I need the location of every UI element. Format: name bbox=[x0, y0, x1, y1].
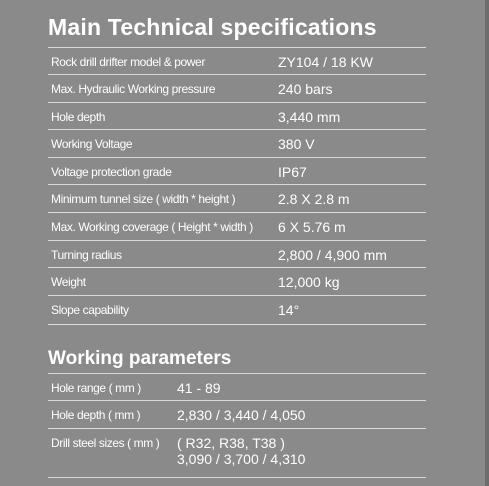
spec-label: Minimum tunnel size ( width * height ) bbox=[51, 192, 236, 206]
spec-label: Slope capability bbox=[51, 303, 129, 317]
spec-label: Max. Working coverage ( Height * width ) bbox=[51, 220, 253, 234]
spec-label: Voltage protection grade bbox=[51, 165, 172, 179]
spec-value: 2,800 / 4,900 mm bbox=[278, 247, 387, 263]
spec-value: ZY104 / 18 KW bbox=[278, 54, 373, 70]
spec-value: 14° bbox=[278, 302, 300, 318]
spec-label: Weight bbox=[51, 275, 86, 289]
spec-row bbox=[48, 268, 426, 296]
param-row bbox=[48, 401, 426, 429]
spec-row bbox=[48, 213, 426, 241]
spec-value: 3,440 mm bbox=[278, 109, 341, 125]
spec-row bbox=[48, 185, 426, 213]
working-params-title: Working parameters bbox=[48, 348, 232, 369]
spec-row bbox=[48, 296, 426, 325]
right-edge-strip bbox=[485, 0, 489, 486]
main-specs-title: Main Technical specifications bbox=[48, 14, 377, 40]
spec-value: 240 bars bbox=[278, 81, 333, 97]
param-value: 2,830 / 3,440 / 4,050 bbox=[177, 407, 306, 423]
spec-label: Turning radius bbox=[51, 248, 122, 262]
spec-row bbox=[48, 130, 426, 158]
spec-row bbox=[48, 103, 426, 130]
spec-value: 6 X 5.76 m bbox=[278, 219, 346, 235]
spec-label: Hole depth bbox=[51, 110, 106, 124]
param-value: 41 - 89 bbox=[177, 380, 221, 396]
spec-label: Working Voltage bbox=[51, 137, 133, 151]
spec-label: Max. Hydraulic Working pressure bbox=[51, 82, 216, 96]
param-value-line2: 3,090 / 3,700 / 4,310 bbox=[177, 451, 306, 467]
spec-value: 380 V bbox=[278, 136, 315, 152]
param-label: Drill steel sizes ( mm ) bbox=[51, 436, 160, 450]
param-row bbox=[48, 374, 426, 401]
spec-label: Rock drill drifter model & power bbox=[51, 55, 205, 69]
spec-row bbox=[48, 241, 426, 268]
spec-value: 12,000 kg bbox=[278, 274, 340, 290]
spec-row bbox=[48, 158, 426, 185]
spec-row bbox=[48, 75, 426, 103]
param-value: ( R32, R38, T38 ) bbox=[177, 435, 285, 451]
spec-value: IP67 bbox=[278, 164, 307, 180]
param-label: Hole range ( mm ) bbox=[51, 381, 141, 395]
spec-value: 2.8 X 2.8 m bbox=[278, 191, 350, 207]
param-label: Hole depth ( mm ) bbox=[51, 408, 141, 422]
spec-row bbox=[48, 48, 426, 75]
param-row bbox=[48, 429, 426, 478]
